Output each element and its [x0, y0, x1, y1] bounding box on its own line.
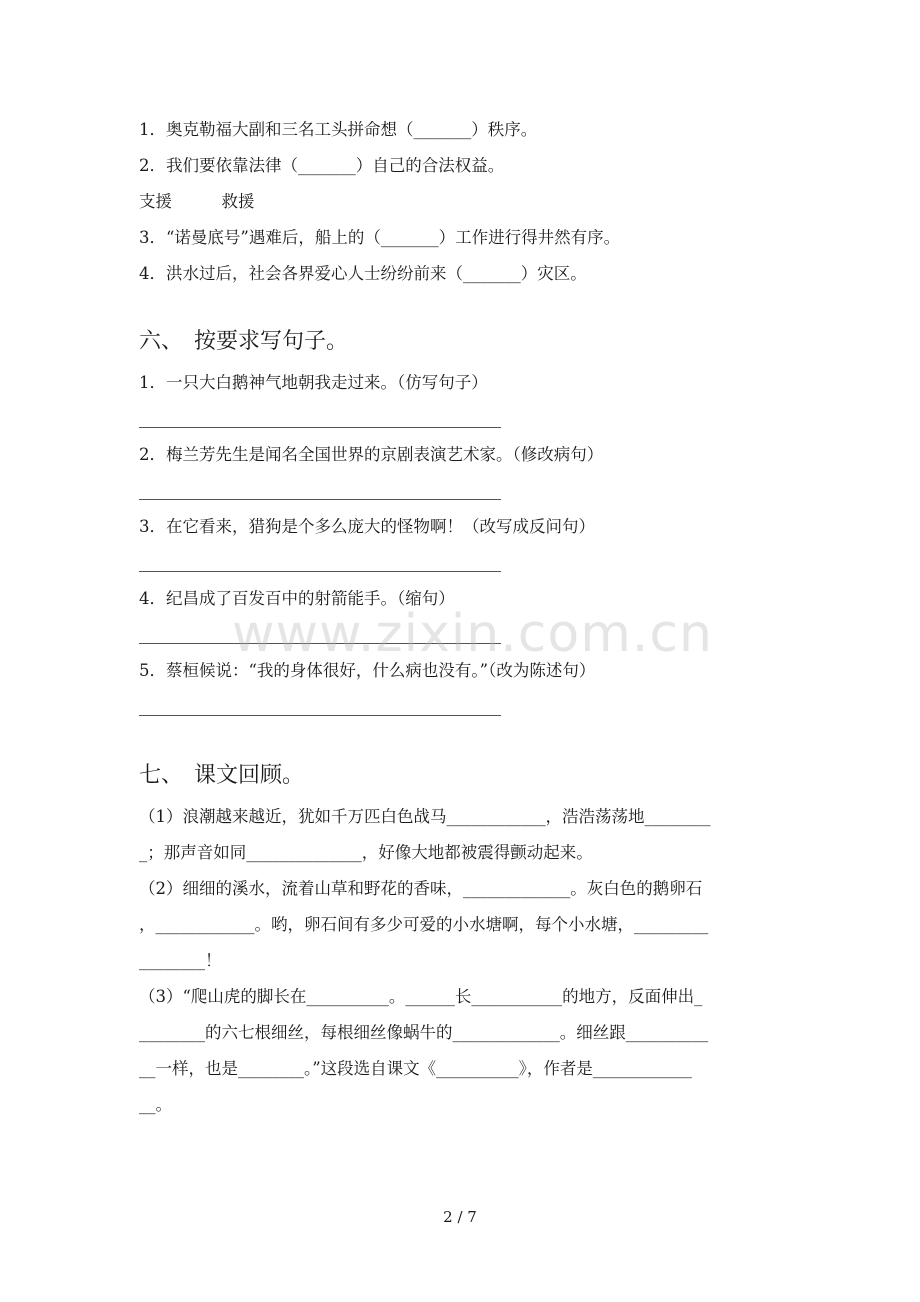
- section6-question-3: 3．在它看来，猎狗是个多么庞大的怪物啊！（改写成反问句）: [139, 517, 595, 536]
- section7-line-1: （1）浪潮越来越近，犹如千万匹白色战马____________，浩浩荡荡地________: [139, 807, 711, 826]
- answer-line-5[interactable]: [139, 715, 501, 716]
- section6-question-1: 1．一只大白鹅神气地朝我走过来。（仿写句子）: [139, 373, 488, 392]
- word-choices: 支援 救援: [139, 192, 255, 211]
- answer-line-3[interactable]: [139, 571, 501, 572]
- section7-line-8: __一样，也是________。”这段选自课文《__________》，作者是____________: [139, 1059, 692, 1078]
- section7-line-7: ________的六七根细丝，每根细丝像蜗牛的_____________。细丝跟__________: [139, 1023, 709, 1042]
- section7-line-2: _；那声音如同______________，好像大地都被震得颤动起来。: [139, 843, 593, 862]
- section6-question-5: 5．蔡桓候说：“我的身体很好，什么病也没有。”（改为陈述句）: [139, 661, 596, 680]
- watermark: www.zixin.com.cn: [232, 604, 713, 664]
- section5-item-4: 4．洪水过后，社会各界爱心人士纷纷前来（_______）灾区。: [139, 264, 587, 283]
- page-number: 2 / 7: [443, 1208, 477, 1226]
- section7-line-3: （2）细细的溪水，流着山草和野花的香味，_____________。灰白色的鹅卵石: [139, 879, 703, 898]
- answer-line-2[interactable]: [139, 499, 501, 500]
- section6-heading: 六、 按要求写句子。: [139, 329, 349, 354]
- section7-line-5: ________！: [139, 951, 222, 970]
- section6-question-2: 2．梅兰芳先生是闻名全国世界的京剧表演艺术家。（修改病句）: [139, 445, 604, 464]
- section7-line-4: ，____________。哟，卵石间有多少可爱的小水塘啊，每个小水塘，_________: [139, 915, 709, 934]
- section7-line-9: __。: [139, 1095, 172, 1114]
- section5-item-3: 3．“诺曼底号”遇难后，船上的（_______）工作进行得井然有序。: [139, 228, 621, 247]
- answer-line-1[interactable]: [139, 427, 501, 428]
- section5-item-2: 2．我们要依靠法律（_______）自己的合法权益。: [139, 156, 505, 175]
- section5-item-1: 1．奥克勒福大副和三名工头拼命想（_______）秩序。: [139, 120, 538, 139]
- section7-heading: 七、 课文回顾。: [139, 763, 305, 788]
- section7-line-6: （3）“爬山虎的脚长在__________。______长___________的地方，反面伸出_: [139, 987, 703, 1006]
- section6-question-4: 4．纪昌成了百发百中的射箭能手。（缩句）: [139, 589, 455, 608]
